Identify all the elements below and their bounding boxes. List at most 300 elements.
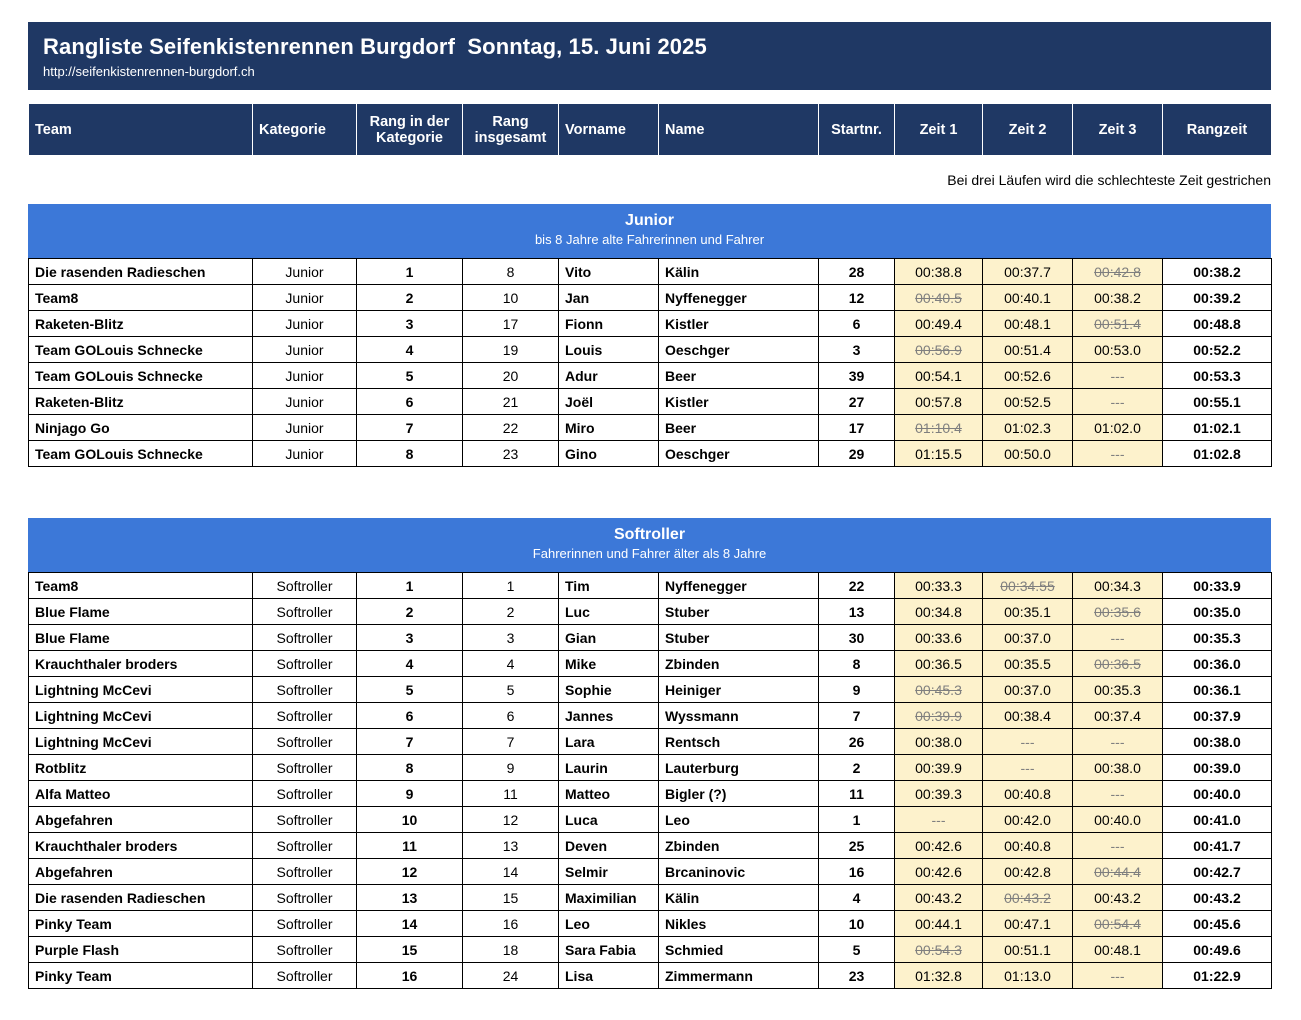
cell-kategorie: Junior xyxy=(253,415,357,441)
cell-rang-kategorie: 4 xyxy=(357,651,463,677)
cell-rang-kategorie: 5 xyxy=(357,363,463,389)
cell-kategorie: Softroller xyxy=(253,781,357,807)
cell-zeit-1: 00:39.9 xyxy=(895,703,983,729)
cell-rangzeit: 00:48.8 xyxy=(1163,311,1272,337)
cell-kategorie: Softroller xyxy=(253,937,357,963)
category-block-junior xyxy=(28,204,1271,467)
cell-zeit-1: 01:10.4 xyxy=(895,415,983,441)
cell-zeit-3: 00:43.2 xyxy=(1073,885,1163,911)
cell-zeit-1: 00:38.0 xyxy=(895,729,983,755)
cell-zeit-2: 00:51.4 xyxy=(983,337,1073,363)
header-rang-insgesamt: Rang insgesamt xyxy=(463,104,559,156)
cell-zeit-2: 00:47.1 xyxy=(983,911,1073,937)
cell-rang-insgesamt: 21 xyxy=(463,389,559,415)
cell-vorname: Joël xyxy=(559,389,659,415)
cell-zeit-2: 00:40.1 xyxy=(983,285,1073,311)
cell-zeit-1: 00:54.3 xyxy=(895,937,983,963)
cell-vorname: Leo xyxy=(559,911,659,937)
cell-kategorie: Softroller xyxy=(253,833,357,859)
cell-zeit-2: 01:13.0 xyxy=(983,963,1073,989)
cell-rang-insgesamt: 2 xyxy=(463,599,559,625)
cell-vorname: Gian xyxy=(559,625,659,651)
cell-kategorie: Softroller xyxy=(253,755,357,781)
cell-vorname: Matteo xyxy=(559,781,659,807)
cell-rangzeit: 00:38.0 xyxy=(1163,729,1272,755)
cell-team: Abgefahren xyxy=(29,859,253,885)
cell-zeit-2: 00:43.2 xyxy=(983,885,1073,911)
cell-vorname: Maximilian xyxy=(559,885,659,911)
cell-rangzeit: 00:33.9 xyxy=(1163,573,1272,599)
cell-vorname: Selmir xyxy=(559,859,659,885)
cell-rang-insgesamt: 8 xyxy=(463,259,559,285)
table-row xyxy=(29,625,1272,651)
cell-name: Kistler xyxy=(659,389,819,415)
cell-vorname: Vito xyxy=(559,259,659,285)
cell-zeit-1: 00:56.9 xyxy=(895,337,983,363)
results-table-junior xyxy=(28,258,1272,467)
cell-name: Nyffenegger xyxy=(659,573,819,599)
table-row xyxy=(29,859,1272,885)
cell-rang-insgesamt: 4 xyxy=(463,651,559,677)
cell-vorname: Lisa xyxy=(559,963,659,989)
cell-team: Team8 xyxy=(29,285,253,311)
cell-name: Kistler xyxy=(659,311,819,337)
cell-rangzeit: 00:37.9 xyxy=(1163,703,1272,729)
table-row xyxy=(29,651,1272,677)
cell-team: Lightning McCevi xyxy=(29,703,253,729)
cell-startnr: 2 xyxy=(819,755,895,781)
table-row xyxy=(29,963,1272,989)
table-row xyxy=(29,441,1272,467)
cell-name: Kälin xyxy=(659,259,819,285)
cell-vorname: Fionn xyxy=(559,311,659,337)
cell-vorname: Sara Fabia xyxy=(559,937,659,963)
cell-zeit-1: 00:57.8 xyxy=(895,389,983,415)
cell-startnr: 29 xyxy=(819,441,895,467)
cell-team: Krauchthaler broders xyxy=(29,651,253,677)
cell-zeit-3: --- xyxy=(1073,441,1163,467)
cell-startnr: 13 xyxy=(819,599,895,625)
cell-team: Raketen-Blitz xyxy=(29,389,253,415)
header-kategorie: Kategorie xyxy=(253,104,357,156)
cell-rangzeit: 00:42.7 xyxy=(1163,859,1272,885)
cell-kategorie: Softroller xyxy=(253,729,357,755)
cell-zeit-2: --- xyxy=(983,755,1073,781)
cell-zeit-1: 00:36.5 xyxy=(895,651,983,677)
cell-zeit-3: 00:48.1 xyxy=(1073,937,1163,963)
cell-name: Zimmermann xyxy=(659,963,819,989)
cell-rang-kategorie: 7 xyxy=(357,729,463,755)
cell-zeit-1: --- xyxy=(895,807,983,833)
header-name: Name xyxy=(659,104,819,156)
table-row xyxy=(29,337,1272,363)
cell-zeit-1: 00:39.9 xyxy=(895,755,983,781)
cell-startnr: 1 xyxy=(819,807,895,833)
cell-zeit-3: 00:51.4 xyxy=(1073,311,1163,337)
category-header-softroller xyxy=(28,518,1271,572)
cell-startnr: 8 xyxy=(819,651,895,677)
table-row xyxy=(29,781,1272,807)
table-row xyxy=(29,911,1272,937)
cell-name: Kälin xyxy=(659,885,819,911)
cell-rang-insgesamt: 16 xyxy=(463,911,559,937)
category-block-softroller xyxy=(28,518,1271,989)
cell-zeit-2: 00:52.6 xyxy=(983,363,1073,389)
cell-startnr: 16 xyxy=(819,859,895,885)
cell-vorname: Miro xyxy=(559,415,659,441)
cell-rangzeit: 00:40.0 xyxy=(1163,781,1272,807)
cell-kategorie: Junior xyxy=(253,337,357,363)
cell-zeit-3: --- xyxy=(1073,963,1163,989)
cell-zeit-3: 00:40.0 xyxy=(1073,807,1163,833)
cell-team: Lightning McCevi xyxy=(29,677,253,703)
cell-rangzeit: 00:36.0 xyxy=(1163,651,1272,677)
cell-name: Leo xyxy=(659,807,819,833)
cell-zeit-1: 00:34.8 xyxy=(895,599,983,625)
table-row xyxy=(29,729,1272,755)
table-row xyxy=(29,937,1272,963)
cell-name: Nikles xyxy=(659,911,819,937)
cell-kategorie: Junior xyxy=(253,311,357,337)
cell-rang-kategorie: 4 xyxy=(357,337,463,363)
cell-team: Pinky Team xyxy=(29,963,253,989)
cell-rang-insgesamt: 18 xyxy=(463,937,559,963)
cell-team: Lightning McCevi xyxy=(29,729,253,755)
cell-zeit-3: --- xyxy=(1073,729,1163,755)
cell-vorname: Mike xyxy=(559,651,659,677)
cell-zeit-2: --- xyxy=(983,729,1073,755)
cell-rang-insgesamt: 9 xyxy=(463,755,559,781)
cell-rangzeit: 00:39.2 xyxy=(1163,285,1272,311)
cell-startnr: 17 xyxy=(819,415,895,441)
cell-rang-insgesamt: 17 xyxy=(463,311,559,337)
cell-name: Beer xyxy=(659,415,819,441)
cell-rang-kategorie: 10 xyxy=(357,807,463,833)
cell-rangzeit: 00:39.0 xyxy=(1163,755,1272,781)
cell-vorname: Luca xyxy=(559,807,659,833)
cell-rang-kategorie: 2 xyxy=(357,599,463,625)
cell-team: Team8 xyxy=(29,573,253,599)
cell-zeit-1: 00:45.3 xyxy=(895,677,983,703)
cell-name: Oeschger xyxy=(659,441,819,467)
cell-name: Zbinden xyxy=(659,651,819,677)
cell-rang-kategorie: 1 xyxy=(357,259,463,285)
cell-zeit-1: 01:15.5 xyxy=(895,441,983,467)
cell-rang-kategorie: 8 xyxy=(357,755,463,781)
cell-startnr: 10 xyxy=(819,911,895,937)
cell-kategorie: Junior xyxy=(253,363,357,389)
cell-rangzeit: 00:45.6 xyxy=(1163,911,1272,937)
cell-rangzeit: 00:41.7 xyxy=(1163,833,1272,859)
table-row xyxy=(29,885,1272,911)
header-startnr: Startnr. xyxy=(819,104,895,156)
cell-rang-insgesamt: 13 xyxy=(463,833,559,859)
cell-zeit-3: 00:53.0 xyxy=(1073,337,1163,363)
cell-zeit-2: 00:42.8 xyxy=(983,859,1073,885)
cell-zeit-2: 00:40.8 xyxy=(983,833,1073,859)
website-url: http://seifenkistenrennen-burgdorf.ch xyxy=(43,64,255,79)
cell-rang-insgesamt: 1 xyxy=(463,573,559,599)
cell-vorname: Adur xyxy=(559,363,659,389)
cell-name: Zbinden xyxy=(659,833,819,859)
cell-name: Lauterburg xyxy=(659,755,819,781)
cell-rang-insgesamt: 20 xyxy=(463,363,559,389)
cell-zeit-3: 00:35.3 xyxy=(1073,677,1163,703)
cell-kategorie: Softroller xyxy=(253,911,357,937)
cell-zeit-1: 00:42.6 xyxy=(895,833,983,859)
cell-rang-kategorie: 8 xyxy=(357,441,463,467)
cell-rangzeit: 00:49.6 xyxy=(1163,937,1272,963)
category-title: Junior xyxy=(625,212,674,229)
cell-zeit-2: 00:42.0 xyxy=(983,807,1073,833)
cell-rangzeit: 00:38.2 xyxy=(1163,259,1272,285)
cell-zeit-3: 00:35.6 xyxy=(1073,599,1163,625)
cell-vorname: Jan xyxy=(559,285,659,311)
cell-vorname: Jannes xyxy=(559,703,659,729)
cell-team: Raketen-Blitz xyxy=(29,311,253,337)
cell-vorname: Laurin xyxy=(559,755,659,781)
cell-name: Beer xyxy=(659,363,819,389)
cell-rangzeit: 00:35.3 xyxy=(1163,625,1272,651)
cell-kategorie: Junior xyxy=(253,259,357,285)
cell-zeit-1: 00:43.2 xyxy=(895,885,983,911)
cell-startnr: 12 xyxy=(819,285,895,311)
cell-kategorie: Softroller xyxy=(253,859,357,885)
cell-startnr: 5 xyxy=(819,937,895,963)
cell-name: Rentsch xyxy=(659,729,819,755)
cell-vorname: Lara xyxy=(559,729,659,755)
column-header-table xyxy=(28,103,1272,156)
table-row xyxy=(29,573,1272,599)
cell-rang-kategorie: 11 xyxy=(357,833,463,859)
cell-zeit-1: 00:42.6 xyxy=(895,859,983,885)
cell-team: Team GOLouis Schnecke xyxy=(29,441,253,467)
cell-zeit-3: --- xyxy=(1073,781,1163,807)
header-team: Team xyxy=(29,104,253,156)
cell-name: Stuber xyxy=(659,599,819,625)
cell-zeit-3: 00:36.5 xyxy=(1073,651,1163,677)
cell-rang-insgesamt: 11 xyxy=(463,781,559,807)
cell-rang-insgesamt: 12 xyxy=(463,807,559,833)
table-row xyxy=(29,415,1272,441)
header-vorname: Vorname xyxy=(559,104,659,156)
cell-rangzeit: 00:53.3 xyxy=(1163,363,1272,389)
cell-name: Heiniger xyxy=(659,677,819,703)
cell-zeit-2: 00:52.5 xyxy=(983,389,1073,415)
cell-rang-kategorie: 9 xyxy=(357,781,463,807)
cell-rang-kategorie: 13 xyxy=(357,885,463,911)
cell-rang-kategorie: 14 xyxy=(357,911,463,937)
cell-rang-kategorie: 16 xyxy=(357,963,463,989)
category-subtitle: bis 8 Jahre alte Fahrerinnen und Fahrer xyxy=(534,232,765,247)
cell-zeit-3: 00:54.4 xyxy=(1073,911,1163,937)
cell-team: Team GOLouis Schnecke xyxy=(29,337,253,363)
cell-zeit-1: 00:44.1 xyxy=(895,911,983,937)
cell-team: Die rasenden Radieschen xyxy=(29,259,253,285)
cell-team: Purple Flash xyxy=(29,937,253,963)
cell-zeit-2: 00:51.1 xyxy=(983,937,1073,963)
cell-zeit-3: 01:02.0 xyxy=(1073,415,1163,441)
cell-team: Blue Flame xyxy=(29,599,253,625)
cell-vorname: Gino xyxy=(559,441,659,467)
cell-name: Schmied xyxy=(659,937,819,963)
cell-rang-insgesamt: 5 xyxy=(463,677,559,703)
cell-rangzeit: 00:35.0 xyxy=(1163,599,1272,625)
cell-team: Krauchthaler broders xyxy=(29,833,253,859)
category-subtitle: Fahrerinnen und Fahrer älter als 8 Jahre xyxy=(532,546,767,561)
cell-rang-kategorie: 2 xyxy=(357,285,463,311)
cell-kategorie: Softroller xyxy=(253,677,357,703)
title-banner xyxy=(28,22,1271,90)
cell-rangzeit: 01:22.9 xyxy=(1163,963,1272,989)
cell-rang-insgesamt: 10 xyxy=(463,285,559,311)
cell-zeit-1: 00:38.8 xyxy=(895,259,983,285)
cell-rang-kategorie: 15 xyxy=(357,937,463,963)
table-row xyxy=(29,389,1272,415)
cell-zeit-1: 01:32.8 xyxy=(895,963,983,989)
cell-kategorie: Junior xyxy=(253,441,357,467)
category-title: Softroller xyxy=(613,526,686,543)
table-row xyxy=(29,363,1272,389)
cell-team: Pinky Team xyxy=(29,911,253,937)
cell-zeit-1: 00:33.6 xyxy=(895,625,983,651)
cell-zeit-1: 00:40.5 xyxy=(895,285,983,311)
cell-team: Blue Flame xyxy=(29,625,253,651)
header-rang-kategorie: Rang in der Kategorie xyxy=(357,104,463,156)
cell-rang-insgesamt: 22 xyxy=(463,415,559,441)
cell-vorname: Luc xyxy=(559,599,659,625)
cell-rang-insgesamt: 7 xyxy=(463,729,559,755)
cell-zeit-2: 00:40.8 xyxy=(983,781,1073,807)
cell-zeit-2: 00:50.0 xyxy=(983,441,1073,467)
cell-startnr: 25 xyxy=(819,833,895,859)
category-header-junior xyxy=(28,204,1271,258)
cell-rang-insgesamt: 6 xyxy=(463,703,559,729)
cell-startnr: 3 xyxy=(819,337,895,363)
cell-startnr: 11 xyxy=(819,781,895,807)
cell-rang-insgesamt: 15 xyxy=(463,885,559,911)
page-title: Rangliste Seifenkistenrennen Burgdorf Sonntag, 15. Juni 2025 xyxy=(43,34,707,59)
cell-zeit-2: 00:37.0 xyxy=(983,625,1073,651)
table-row xyxy=(29,833,1272,859)
cell-rang-insgesamt: 23 xyxy=(463,441,559,467)
header-zeit-3: Zeit 3 xyxy=(1073,104,1163,156)
cell-kategorie: Softroller xyxy=(253,807,357,833)
table-row xyxy=(29,259,1272,285)
header-zeit-2: Zeit 2 xyxy=(983,104,1073,156)
cell-rang-kategorie: 12 xyxy=(357,859,463,885)
cell-kategorie: Junior xyxy=(253,389,357,415)
cell-zeit-3: 00:37.4 xyxy=(1073,703,1163,729)
cell-startnr: 30 xyxy=(819,625,895,651)
cell-startnr: 27 xyxy=(819,389,895,415)
cell-name: Bigler (?) xyxy=(659,781,819,807)
cell-name: Wyssmann xyxy=(659,703,819,729)
cell-rang-insgesamt: 19 xyxy=(463,337,559,363)
cell-vorname: Louis xyxy=(559,337,659,363)
results-table-softroller xyxy=(28,572,1272,989)
cell-kategorie: Junior xyxy=(253,285,357,311)
table-row xyxy=(29,807,1272,833)
cell-zeit-1: 00:49.4 xyxy=(895,311,983,337)
cell-zeit-2: 00:37.7 xyxy=(983,259,1073,285)
cell-zeit-2: 00:34.55 xyxy=(983,573,1073,599)
cell-zeit-3: --- xyxy=(1073,625,1163,651)
cell-rangzeit: 00:41.0 xyxy=(1163,807,1272,833)
cell-team: Abgefahren xyxy=(29,807,253,833)
cell-rang-insgesamt: 3 xyxy=(463,625,559,651)
cell-rangzeit: 00:55.1 xyxy=(1163,389,1272,415)
table-row xyxy=(29,703,1272,729)
cell-zeit-3: --- xyxy=(1073,363,1163,389)
cell-kategorie: Softroller xyxy=(253,599,357,625)
header-zeit-1: Zeit 1 xyxy=(895,104,983,156)
header-rangzeit: Rangzeit xyxy=(1163,104,1272,156)
cell-rang-kategorie: 5 xyxy=(357,677,463,703)
cell-name: Stuber xyxy=(659,625,819,651)
cell-zeit-2: 00:35.1 xyxy=(983,599,1073,625)
cell-zeit-2: 00:35.5 xyxy=(983,651,1073,677)
table-row xyxy=(29,599,1272,625)
cell-rang-insgesamt: 24 xyxy=(463,963,559,989)
cell-kategorie: Softroller xyxy=(253,963,357,989)
cell-startnr: 9 xyxy=(819,677,895,703)
cell-rang-kategorie: 3 xyxy=(357,625,463,651)
table-row xyxy=(29,285,1272,311)
cell-vorname: Tim xyxy=(559,573,659,599)
table-row xyxy=(29,755,1272,781)
cell-rang-kategorie: 1 xyxy=(357,573,463,599)
cell-name: Nyffenegger xyxy=(659,285,819,311)
cell-zeit-2: 01:02.3 xyxy=(983,415,1073,441)
cell-startnr: 6 xyxy=(819,311,895,337)
cell-team: Alfa Matteo xyxy=(29,781,253,807)
cell-kategorie: Softroller xyxy=(253,651,357,677)
cell-rang-insgesamt: 14 xyxy=(463,859,559,885)
cell-zeit-2: 00:38.4 xyxy=(983,703,1073,729)
cell-zeit-1: 00:39.3 xyxy=(895,781,983,807)
cell-rangzeit: 01:02.1 xyxy=(1163,415,1272,441)
table-row xyxy=(29,677,1272,703)
cell-kategorie: Softroller xyxy=(253,625,357,651)
cell-rangzeit: 00:52.2 xyxy=(1163,337,1272,363)
cell-rangzeit: 01:02.8 xyxy=(1163,441,1272,467)
cell-team: Ninjago Go xyxy=(29,415,253,441)
cell-kategorie: Softroller xyxy=(253,885,357,911)
cell-name: Oeschger xyxy=(659,337,819,363)
cell-team: Die rasenden Radieschen xyxy=(29,885,253,911)
cell-rang-kategorie: 6 xyxy=(357,703,463,729)
header-row xyxy=(29,104,1272,156)
cell-vorname: Sophie xyxy=(559,677,659,703)
cell-rangzeit: 00:36.1 xyxy=(1163,677,1272,703)
cell-startnr: 4 xyxy=(819,885,895,911)
cell-rangzeit: 00:43.2 xyxy=(1163,885,1272,911)
cell-startnr: 22 xyxy=(819,573,895,599)
cell-zeit-1: 00:33.3 xyxy=(895,573,983,599)
cell-startnr: 23 xyxy=(819,963,895,989)
cell-zeit-3: 00:34.3 xyxy=(1073,573,1163,599)
cell-team: Team GOLouis Schnecke xyxy=(29,363,253,389)
cell-startnr: 26 xyxy=(819,729,895,755)
cell-team: Rotblitz xyxy=(29,755,253,781)
cell-zeit-3: 00:42.8 xyxy=(1073,259,1163,285)
cell-vorname: Deven xyxy=(559,833,659,859)
cell-kategorie: Softroller xyxy=(253,573,357,599)
cell-rang-kategorie: 7 xyxy=(357,415,463,441)
cell-startnr: 7 xyxy=(819,703,895,729)
cell-zeit-3: --- xyxy=(1073,833,1163,859)
